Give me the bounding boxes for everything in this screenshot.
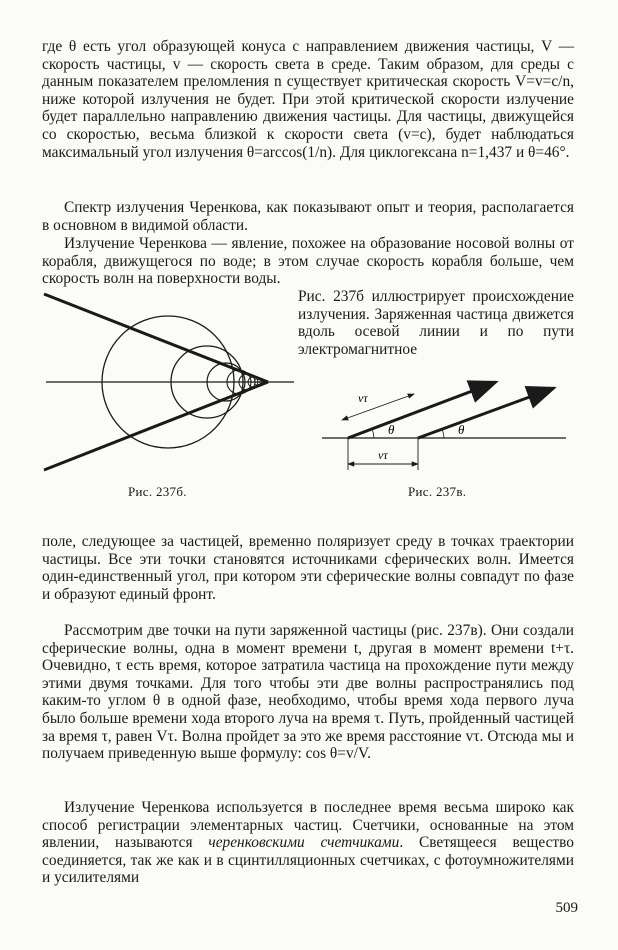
paragraph-3: Излучение Черенкова — явление, похожее на образование носовой волны от корабля, движущегося по воде; в этом случае скорость корабля больше, чем скорость волн на поверхности воды. [42,235,574,288]
label-vtau-bottom: vτ [378,448,388,462]
paragraph-3-side: Рис. 237б иллюстрирует происхождение излучения. Заряженная частица движется вдоль осевой линии и по пути электромагнитное [298,288,574,358]
label-theta-2: θ [458,422,465,437]
figure-237b-caption: Рис. 237б. [128,484,187,499]
paragraph-6-start: Излучение Черенкова используется в последнее время весьма широко как способ регистрации элементарных частиц. Счетчики, основанные на этом явлении, называются [42,799,574,852]
paragraph-5: Рассмотрим две точки на пути заряженной частицы (рис. 237в). Они создали сферические волны, одна в момент времени t, другая в момент времени t+τ. Очевидно, τ есть время, которое затратила частица на прохождение пути между этими двумя точками. Для того чтобы эти две волны распространялись под каким-то углом θ в одной фазе, необходимо, чтобы время хода первого луча было больше времени хода второго луча на время τ. Путь, пройденный частицей за время τ, равен Vτ. Волна пройдет за это же время расстояние vτ. Отсюда мы и получаем приведенную выше формулу: cos θ=v/V. [42,622,574,763]
paragraph-4: поле, следующее за частицей, временно поляризует среду в точках траектории частицы. Все эти точки становятся источниками сферических волн. Имеется один-единственный угол, при котором эти сферические волны совпадут по фазе и образуют единый фронт. [42,533,574,603]
paragraph-6-italic: черенковскими счетчиками [208,834,400,852]
paragraph-2: Спектр излучения Черенкова, как показывают опыт и теория, располагается в основном в видимой области. [42,199,574,234]
figure-237c-caption: Рис. 237в. [408,484,467,499]
paragraph-6-end: . Светящееся вещество соединяется, так же как и в сцинтилляционных счетчиках, с фотоумножителями и усилителями [42,834,574,887]
label-theta-1: θ [388,422,395,437]
label-vtau-top: vτ [358,391,368,405]
page-number: 509 [555,900,578,916]
paragraph-1: где θ есть угол образующей конуса с направлением движения частицы, V — скорость частицы, v — скорость света в среде. Таким образом, для среды с данным показателем преломления n существует критическая скорость V=v=c/n, ниже которой излучения не будет. При этой критической скорости излучение будет параллельно направлению движения частицы. Для частицы, движущейся со скоростью, весьма близкой к скорости света (v=c), будет наблюдаться максимальный угол излучения θ=arccos(1/n). Для циклогексана n=1,437 и θ=46°. [42,38,574,161]
figure-237b [40,290,300,480]
paragraph-6 [42,799,574,887]
figure-237c [318,368,578,478]
